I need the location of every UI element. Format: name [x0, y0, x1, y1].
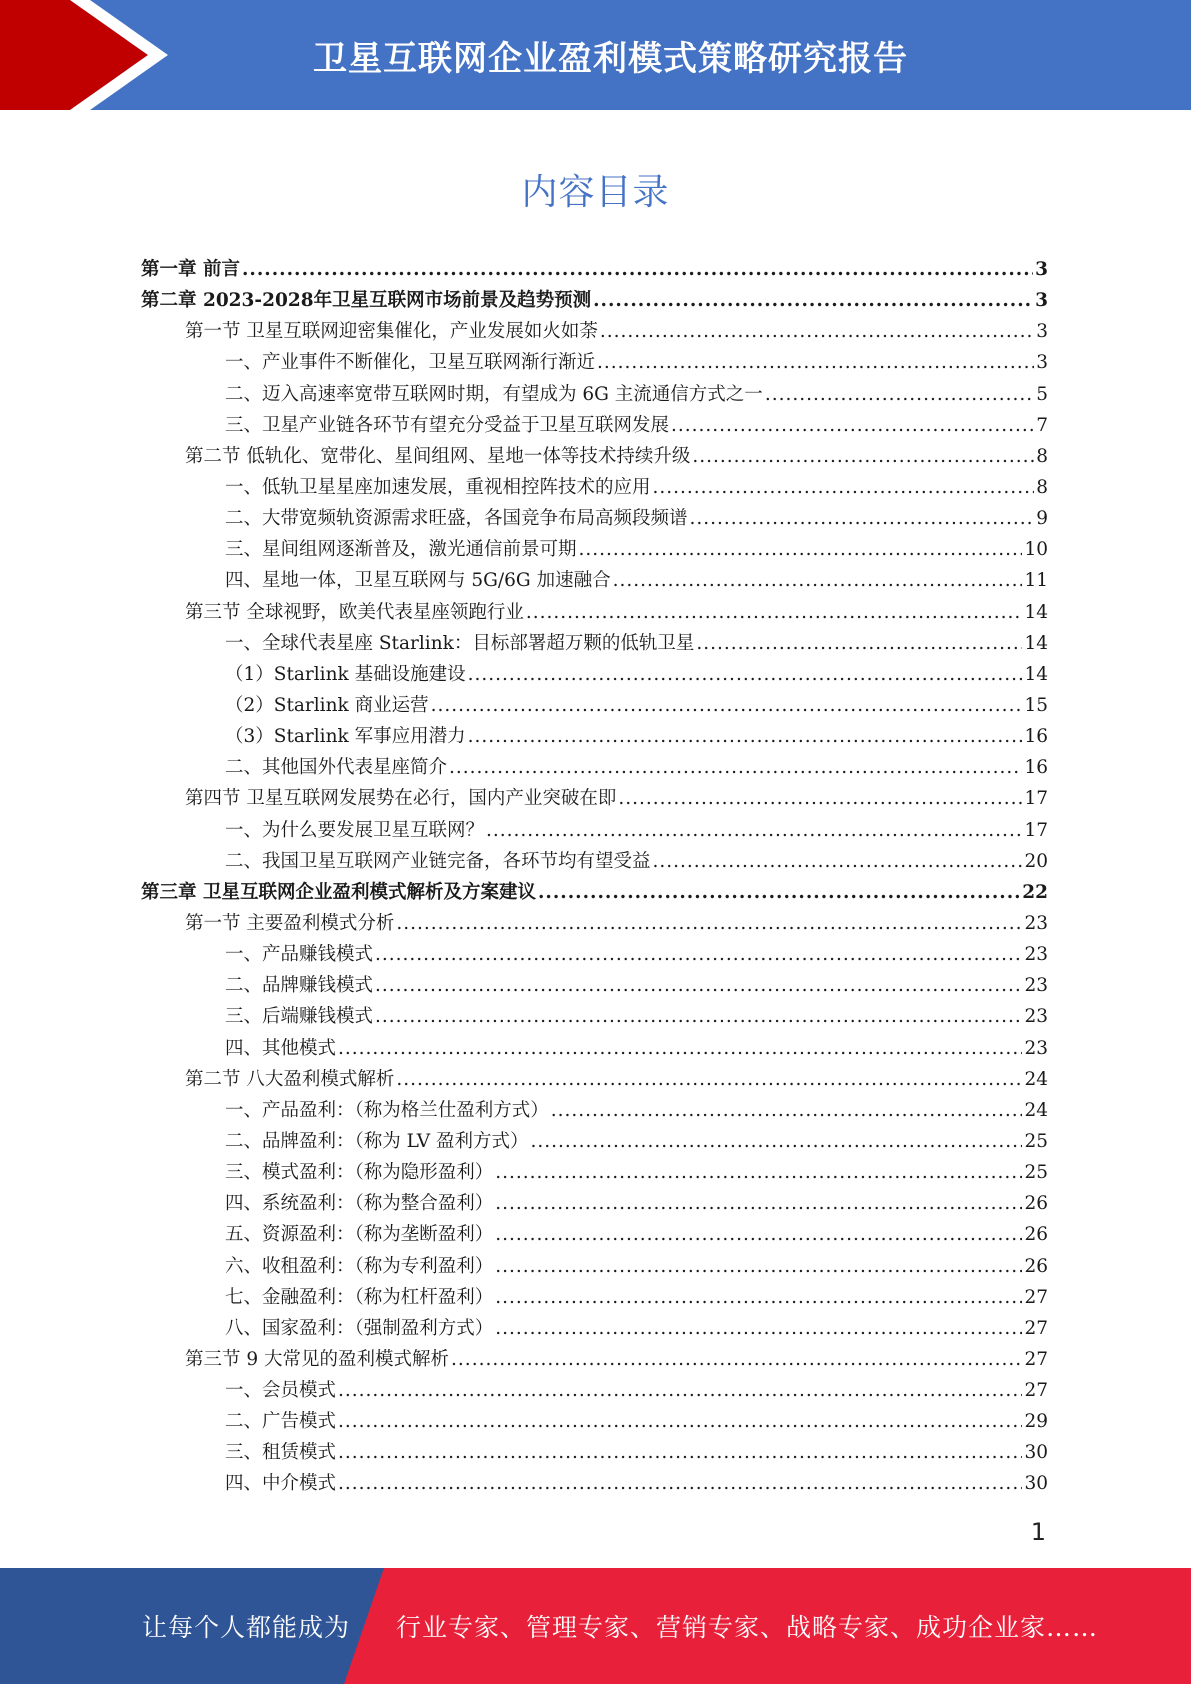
toc-entry-page: 27 — [1024, 1286, 1048, 1308]
toc-entry-page: 30 — [1024, 1473, 1048, 1495]
toc-entry-page: 25 — [1024, 1162, 1048, 1184]
toc-entry-title: 二、迈入高速率宽带互联网时期，有望成为 6G 主流通信方式之一 — [225, 383, 763, 405]
toc-entry-page: 3 — [1036, 352, 1048, 374]
toc-entry-title: 七、金融盈利：（称为杠杆盈利） — [225, 1286, 494, 1308]
toc-entry-title: 二、其他国外代表星座简介 — [225, 757, 448, 779]
toc-entry-page: 14 — [1024, 601, 1048, 623]
toc-entry-title: 二、品牌赚钱模式 — [225, 975, 374, 997]
toc-leader-dots — [671, 410, 1034, 441]
report-header — [0, 0, 1191, 110]
toc-leader-dots — [696, 628, 1022, 659]
toc-entry-page: 27 — [1024, 1380, 1048, 1402]
toc-entry-page: 26 — [1024, 1255, 1048, 1277]
toc-entry[interactable] — [141, 1375, 1048, 1406]
toc-leader-dots — [579, 534, 1023, 565]
toc-entry-page: 23 — [1024, 1037, 1048, 1059]
toc-entry-title: 第三章 卫星互联网企业盈利模式解析及方案建议 — [141, 881, 536, 903]
toc-entry[interactable] — [141, 503, 1048, 534]
toc-leader-dots — [486, 815, 1022, 846]
toc-entry[interactable] — [141, 628, 1048, 659]
toc-leader-dots — [396, 1064, 1022, 1095]
toc-leader-dots — [495, 1282, 1022, 1313]
toc-entry[interactable] — [141, 690, 1048, 721]
toc-entry-page: 26 — [1024, 1224, 1048, 1246]
toc-leader-dots — [338, 1406, 1022, 1437]
toc-entry-title: 一、为什么要发展卫星互联网？ — [225, 819, 485, 841]
toc-entry-page: 8 — [1036, 445, 1048, 467]
toc-entry[interactable] — [141, 597, 1048, 628]
toc-leader-dots — [338, 1375, 1022, 1406]
toc-leader-dots — [338, 1437, 1022, 1468]
toc-leader-dots — [526, 597, 1023, 628]
toc-entry[interactable] — [141, 285, 1048, 316]
toc-entry[interactable] — [141, 472, 1048, 503]
toc-entry[interactable] — [141, 1033, 1048, 1064]
toc-entry-page: 30 — [1024, 1442, 1048, 1464]
toc-entry-title: 一、产业事件不断催化，卫星互联网渐行渐近 — [225, 352, 596, 374]
toc-entry[interactable] — [141, 1219, 1048, 1250]
toc-entry-title: 四、星地一体，卫星互联网与 5G/6G 加速融合 — [225, 570, 611, 592]
toc-entry-page: 24 — [1024, 1099, 1048, 1121]
toc-entry-page: 3 — [1035, 290, 1048, 312]
toc-entry-page: 17 — [1024, 819, 1048, 841]
toc-entry-page: 8 — [1036, 476, 1048, 498]
toc-entry[interactable] — [141, 1157, 1048, 1188]
toc-entry-title: 第一节 主要盈利模式分析 — [185, 912, 395, 934]
toc-entry-title: 第四节 卫星互联网发展势在必行，国内产业突破在即 — [185, 788, 617, 810]
toc-entry-page: 17 — [1024, 788, 1048, 810]
toc-entry-page: 10 — [1024, 539, 1048, 561]
toc-entry-page: 27 — [1024, 1348, 1048, 1370]
toc-entry-title: 第一节 卫星互联网迎密集催化，产业发展如火如荼 — [185, 321, 598, 343]
toc-entry-page: 9 — [1036, 508, 1048, 530]
toc-leader-dots — [593, 285, 1033, 316]
toc-entry-page: 25 — [1024, 1130, 1048, 1152]
toc-entry-title: 三、卫星产业链各环节有望充分受益于卫星互联网发展 — [225, 414, 670, 436]
toc-leader-dots — [653, 846, 1023, 877]
toc-leader-dots — [495, 1251, 1022, 1282]
report-title: 卫星互联网企业盈利模式策略研究报告 — [313, 38, 908, 79]
toc-entry-title: （3）Starlink 军事应用潜力 — [225, 726, 466, 748]
toc-entry-title: 三、模式盈利：（称为隐形盈利） — [225, 1162, 494, 1184]
toc-entry-title: （1）Starlink 基础设施建设 — [225, 663, 466, 685]
toc-entry-page: 22 — [1022, 881, 1048, 903]
toc-leader-dots — [653, 472, 1035, 503]
toc-leader-dots — [242, 254, 1033, 285]
toc-entry-page: 27 — [1024, 1317, 1048, 1339]
toc-entry[interactable] — [141, 939, 1048, 970]
toc-leader-dots — [765, 379, 1034, 410]
toc-entry-page: 29 — [1024, 1411, 1048, 1433]
toc-entry[interactable] — [141, 1126, 1048, 1157]
toc-leader-dots — [613, 565, 1023, 596]
toc-entry-page: 20 — [1024, 850, 1048, 872]
toc-leader-dots — [375, 1001, 1022, 1032]
toc-entry-page: 23 — [1024, 1006, 1048, 1028]
toc-entry-title: 一、全球代表星座 Starlink：目标部署超万颗的低轨卫星 — [225, 632, 695, 654]
toc-leader-dots — [600, 316, 1034, 347]
toc-entry[interactable] — [141, 1188, 1048, 1219]
toc-leader-dots — [431, 690, 1023, 721]
toc-entry-title: 一、产品盈利：（称为格兰仕盈利方式） — [225, 1099, 549, 1121]
toc-leader-dots — [396, 908, 1022, 939]
toc-entry-title: 三、星间组网逐渐普及，激光通信前景可期 — [225, 539, 577, 561]
toc-entry[interactable] — [141, 783, 1048, 814]
footer-slogan-right: 行业专家、管理专家、营销专家、战略专家、成功企业家…… — [396, 1613, 1099, 1642]
report-footer — [0, 1568, 1191, 1684]
header-arrow-red — [0, 0, 148, 110]
toc-leader-dots — [468, 659, 1023, 690]
toc-leader-dots — [690, 503, 1035, 534]
toc-entry-title: 四、中介模式 — [225, 1473, 337, 1495]
toc-leader-dots — [451, 1344, 1022, 1375]
toc-entry-page: 14 — [1024, 663, 1048, 685]
toc-leader-dots — [692, 441, 1034, 472]
toc-entry-title: 第一章 前言 — [141, 259, 240, 280]
toc-entry-title: 二、我国卫星互联网产业链完备，各环节均有望受益 — [225, 850, 651, 872]
table-of-contents — [141, 254, 1048, 1500]
toc-entry-page: 3 — [1035, 259, 1048, 280]
toc-leader-dots — [468, 721, 1023, 752]
toc-entry-page: 23 — [1024, 975, 1048, 997]
toc-entry[interactable] — [141, 565, 1048, 596]
toc-entry-page: 15 — [1024, 694, 1048, 716]
toc-leader-dots — [530, 1126, 1022, 1157]
toc-entry-page: 23 — [1024, 912, 1048, 934]
toc-entry-page: 16 — [1024, 726, 1048, 748]
toc-entry[interactable] — [141, 441, 1048, 472]
toc-entry-page: 7 — [1036, 414, 1048, 436]
toc-entry[interactable] — [141, 1406, 1048, 1437]
toc-entry-title: 三、后端赚钱模式 — [225, 1006, 374, 1028]
toc-leader-dots — [597, 347, 1034, 378]
toc-heading: 内容目录 — [521, 172, 670, 213]
toc-leader-dots — [338, 1468, 1022, 1499]
toc-entry[interactable] — [141, 254, 1048, 285]
toc-leader-dots — [551, 1095, 1023, 1126]
toc-entry[interactable] — [141, 1437, 1048, 1468]
toc-entry-title: 第三节 9 大常见的盈利模式解析 — [185, 1348, 450, 1370]
toc-leader-dots — [618, 783, 1022, 814]
toc-entry-title: （2）Starlink 商业运营 — [225, 694, 429, 716]
toc-entry-page: 11 — [1024, 570, 1048, 592]
toc-entry[interactable] — [141, 410, 1048, 441]
footer-slogan-left: 让每个人都能成为 — [142, 1613, 351, 1642]
toc-entry-page: 5 — [1036, 383, 1048, 405]
toc-entry-title: 一、低轨卫星星座加速发展，重视相控阵技术的应用 — [225, 476, 651, 498]
toc-entry-title: 四、系统盈利：（称为整合盈利） — [225, 1193, 494, 1215]
toc-entry[interactable] — [141, 908, 1048, 939]
toc-entry[interactable] — [141, 1001, 1048, 1032]
toc-leader-dots — [495, 1313, 1022, 1344]
toc-entry[interactable] — [141, 877, 1048, 908]
toc-entry-page: 14 — [1024, 632, 1048, 654]
toc-entry[interactable] — [141, 1344, 1048, 1375]
toc-entry-title: 四、其他模式 — [225, 1037, 337, 1059]
toc-entry-title: 第二节 低轨化、宽带化、星间组网、星地一体等技术持续升级 — [185, 445, 691, 467]
toc-leader-dots — [375, 939, 1022, 970]
toc-entry-page: 26 — [1024, 1193, 1048, 1215]
toc-leader-dots — [375, 970, 1022, 1001]
toc-entry[interactable] — [141, 316, 1048, 347]
toc-entry-page: 23 — [1024, 944, 1048, 966]
toc-entry-title: 六、收租盈利：（称为专利盈利） — [225, 1255, 494, 1277]
toc-entry[interactable] — [141, 1468, 1048, 1499]
toc-entry-title: 第二章 2023-2028年卫星互联网市场前景及趋势预测 — [141, 290, 592, 312]
page-number: 1 — [1030, 1518, 1046, 1546]
toc-entry-title: 八、国家盈利：（强制盈利方式） — [225, 1317, 494, 1339]
toc-entry[interactable] — [141, 1251, 1048, 1282]
toc-entry-title: 二、品牌盈利：（称为 LV 盈利方式） — [225, 1130, 529, 1152]
toc-entry[interactable] — [141, 970, 1048, 1001]
toc-entry-title: 二、大带宽频轨资源需求旺盛，各国竞争布局高频段频谱 — [225, 508, 688, 530]
toc-entry-title: 五、资源盈利：（称为垄断盈利） — [225, 1224, 494, 1246]
toc-entry[interactable] — [141, 752, 1048, 783]
toc-entry[interactable] — [141, 534, 1048, 565]
toc-entry[interactable] — [141, 379, 1048, 410]
toc-entry[interactable] — [141, 846, 1048, 877]
toc-entry-title: 一、产品赚钱模式 — [225, 944, 374, 966]
toc-leader-dots — [495, 1219, 1022, 1250]
toc-entry-page: 24 — [1024, 1068, 1048, 1090]
toc-entry[interactable] — [141, 1313, 1048, 1344]
toc-entry-title: 二、广告模式 — [225, 1411, 337, 1433]
toc-leader-dots — [495, 1188, 1022, 1219]
toc-entry-title: 三、租赁模式 — [225, 1442, 337, 1464]
toc-entry[interactable] — [141, 659, 1048, 690]
toc-entry-page: 3 — [1036, 321, 1048, 343]
toc-entry-title: 一、会员模式 — [225, 1380, 337, 1402]
toc-entry[interactable] — [141, 1064, 1048, 1095]
toc-entry[interactable] — [141, 1095, 1048, 1126]
toc-leader-dots — [338, 1033, 1022, 1064]
toc-entry[interactable] — [141, 721, 1048, 752]
toc-entry-page: 16 — [1024, 757, 1048, 779]
toc-entry-title: 第三节 全球视野，欧美代表星座领跑行业 — [185, 601, 524, 623]
toc-leader-dots — [449, 752, 1022, 783]
toc-entry-title: 第二节 八大盈利模式解析 — [185, 1068, 395, 1090]
toc-leader-dots — [538, 877, 1020, 908]
toc-leader-dots — [495, 1157, 1022, 1188]
toc-entry[interactable] — [141, 815, 1048, 846]
toc-entry[interactable] — [141, 1282, 1048, 1313]
toc-entry[interactable] — [141, 347, 1048, 378]
